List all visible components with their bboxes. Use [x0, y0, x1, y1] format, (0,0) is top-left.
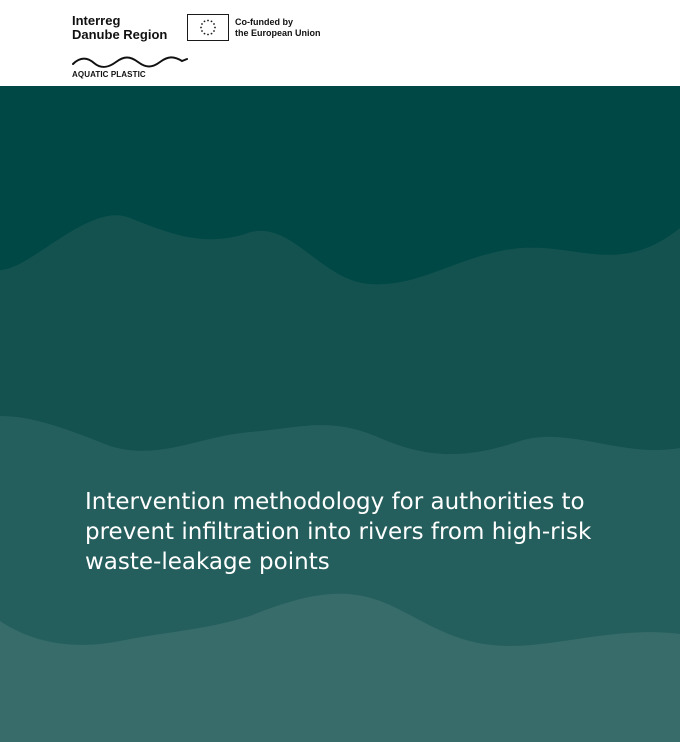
interreg-logo-line2: Danube Region — [72, 27, 168, 42]
wave-icon — [72, 55, 188, 69]
interreg-logo-line1: Interreg — [72, 13, 121, 28]
eu-cofunded-line2: the European Union — [235, 28, 321, 38]
eu-cofunded-label — [235, 17, 321, 39]
document-title: Intervention methodology for authorities to prevent infiltration into rivers from high-risk waste-leakage points — [85, 489, 592, 575]
eu-cofunded-line1: Co-funded by — [235, 17, 293, 27]
eu-flag-icon — [187, 14, 229, 41]
cover-area — [0, 86, 680, 742]
interreg-logo — [72, 14, 167, 42]
cover-wave-layers — [0, 86, 680, 742]
aquatic-plastic-logo: AQUATIC PLASTIC — [72, 70, 146, 79]
page-header — [0, 0, 680, 86]
